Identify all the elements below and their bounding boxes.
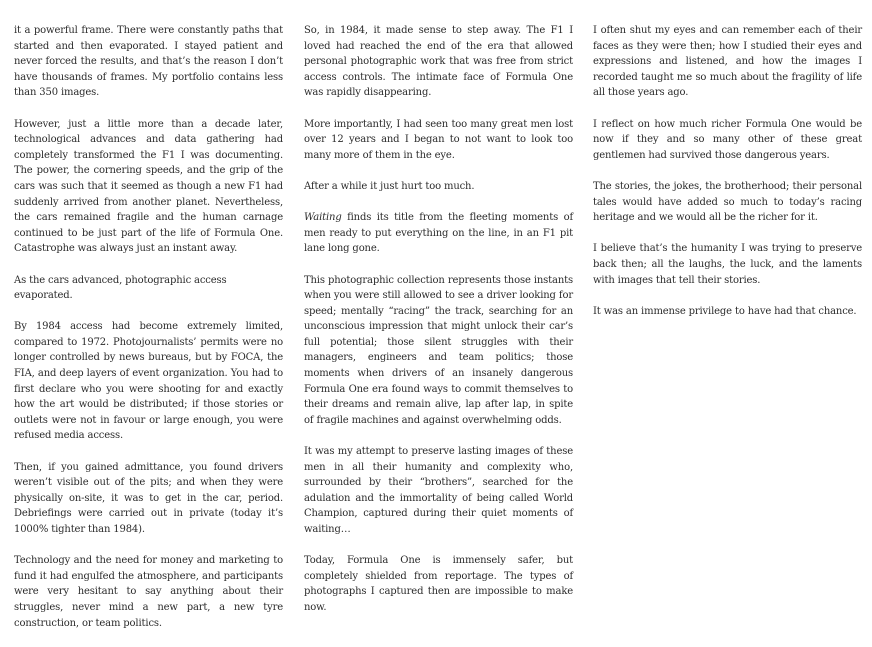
paragraph bbox=[304, 210, 573, 257]
paragraph: However, just a little more than a decade later, technological advances and data gathering had completely transformed the F1 I was documenting. The power, the cornering speeds, and the grip of the cars was such that it seemed as though a new F1 had suddenly arrived from another planet. Nevertheless, the cars remained fragile and the human carnage continued to be just part of the life of Formula One. Catastrophe was always just an instant away. bbox=[14, 118, 283, 255]
text-column-1 bbox=[14, 23, 283, 647]
text-column-2 bbox=[304, 23, 573, 631]
paragraph: This photographic collection represents those instants when you were still allowed to see a driver looking for speed; mentally “racing” the track, searching for an unconscious impression that might unlock their car’s full potential; those silent struggles with their managers, engineers and team politics; those moments when drivers of an insanely dangerous Formula One era found ways to commit themselves to their dreams and remain alive, lap after lap, in spite of fragile machines and against overwhelming odds. bbox=[304, 274, 573, 426]
paragraph: It was my attempt to preserve lasting images of these men in all their humanity and complexity who, surrounded by their “brothers”, searched for the adulation and the immortality of being called World Champion, captured during their quiet moments of waiting… bbox=[304, 446, 573, 535]
text-column-3 bbox=[593, 23, 862, 335]
paragraph: It was an immense privilege to have had that chance. bbox=[593, 305, 857, 317]
paragraph: The stories, the jokes, the brotherhood; their personal tales would have added so much to today’s racing heritage and we would all be the richer for it. bbox=[593, 180, 862, 224]
paragraph: Today, Formula One is immensely safer, but completely shielded from reportage. The types of photographs I captured then are impossible to make now. bbox=[304, 555, 573, 613]
paragraph: So, in 1984, it made sense to step away. The F1 I loved had reached the end of the era that allowed personal photographic work that was free from strict access controls. The intimate face of Formula One was rapidly disappearing. bbox=[304, 25, 573, 99]
paragraph: More importantly, I had seen too many great men lost over 12 years and I began to not want to look too many more of them in the eye. bbox=[304, 118, 573, 161]
paragraph: By 1984 access had become extremely limited, compared to 1972. Photojournalists’ permits were no longer controlled by news bureaus, but by FOCA, the FIA, and deep layers of event organization. You had to first declare who you were shooting for and exactly how the art would be distributed; if those stories or outlets were not in favour or large enough, you were refused media access. bbox=[14, 321, 283, 442]
paragraph: Then, if you gained admittance, you found drivers weren’t visible out of the pits; and when they were physically on-site, it was to get in the car, period. Debriefings were carried out in private (today it’s 1000% tighter than 1984). bbox=[14, 461, 283, 535]
paragraph: After a while it just hurt too much. bbox=[304, 180, 475, 192]
paragraph: Technology and the need for money and marketing to fund it had engulfed the atmosphere, and participants were very hesitant to say anything about their struggles, never mind a new part, a new tyre construction, or team politics. bbox=[14, 555, 283, 629]
paragraph: it a powerful frame. There were constantly paths that started and then evaporated. I stayed patient and never forced the results, and that’s the reason I don’t have thousands of frames. My portfolio contains less than 350 images. bbox=[14, 25, 283, 99]
paragraph: I reflect on how much richer Formula One would be now if they and so many other of these great gentlemen had survived those dangerous years. bbox=[593, 118, 862, 161]
book-title-waiting: Waiting bbox=[304, 212, 342, 224]
paragraph-text: finds its title from the fleeting moments of men ready to put everything on the line, in an F1 pit lane long gone. bbox=[304, 212, 573, 255]
paragraph: I believe that’s the humanity I was trying to preserve back then; all the laughs, the luck, and the laments with images that tell their stories. bbox=[593, 243, 862, 286]
paragraph: As the cars advanced, photographic access evaporated. bbox=[14, 274, 227, 302]
paragraph: I often shut my eyes and can remember each of their faces as they were then; how I studied their eyes and expressions and listened, and how the images I recorded taught me so much about the fragility of life all those years ago. bbox=[593, 25, 862, 99]
